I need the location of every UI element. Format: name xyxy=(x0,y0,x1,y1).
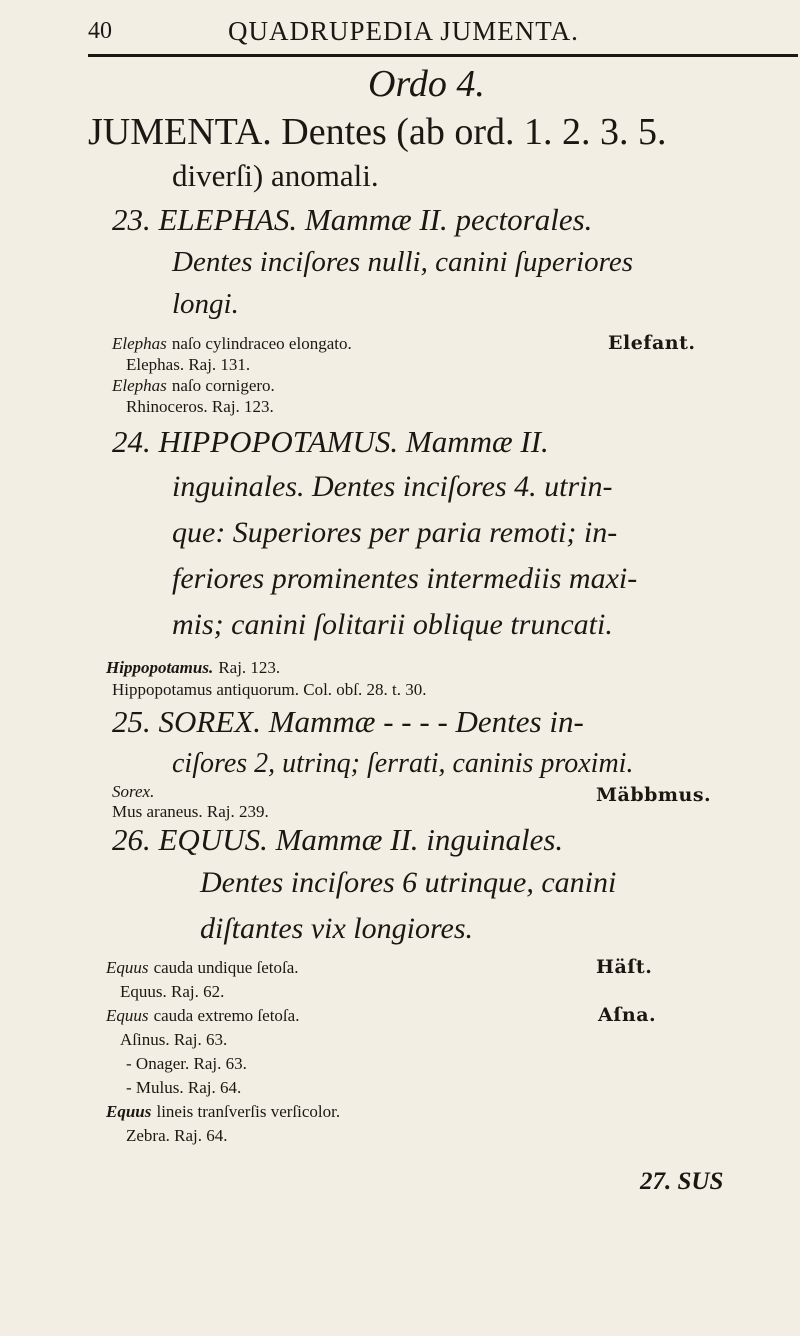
entry-25-vernacular: Mäbbmus. xyxy=(596,784,712,806)
entry-25-heading: 25. SOREX. Mammæ - - - - Dentes in- xyxy=(112,704,584,739)
entry-26-syn-6: - Mulus. Raj. 64. xyxy=(126,1078,242,1097)
entry-23-syn-4: Rhinoceros. Raj. 123. xyxy=(126,397,274,416)
entry-26-syn-3: Equus cauda extremo ſetoſa. xyxy=(106,1006,300,1025)
running-title: QUADRUPEDIA JUMENTA. xyxy=(228,16,579,46)
entry-26-desc-2: diſtantes vix longiores. xyxy=(200,912,474,945)
entry-26-syn-4: Aſinus. Raj. 63. xyxy=(120,1030,228,1049)
entry-23-desc-2: longi. xyxy=(172,288,239,320)
ordo-heading: Ordo 4. xyxy=(368,63,485,105)
page-number: 40 xyxy=(88,18,112,44)
entry-26-vernacular-2: Aſna. xyxy=(598,1004,657,1026)
entry-25-desc-1: ciſores 2, utrinq; ſerrati, caninis proximi. xyxy=(172,748,634,779)
entry-24-desc-3: feriores prominentes intermediis maxi- xyxy=(172,562,638,595)
entry-23-heading: 23. ELEPHAS. Mammæ II. pectorales. xyxy=(112,202,593,237)
entry-23-syn-3: Elephas naſo cornigero. xyxy=(112,376,275,395)
entry-26-vernacular-1: Häſt. xyxy=(596,956,653,978)
header-rule xyxy=(88,54,798,57)
entry-23-syn-1: Elephas naſo cylindraceo elongato. xyxy=(112,334,352,353)
entry-26-syn-8: Zebra. Raj. 64. xyxy=(126,1126,228,1145)
entry-24-desc-4: mis; canini ſolitarii oblique truncati. xyxy=(172,608,613,641)
entry-24-syn-1: Hippopotamus. Raj. 123. xyxy=(106,658,281,677)
entry-26-heading: 26. EQUUS. Mammæ II. inguinales. xyxy=(112,822,564,857)
entry-23-vernacular: Elefant. xyxy=(608,332,696,354)
entry-26-syn-1: Equus cauda undique ſetoſa. xyxy=(106,958,299,977)
entry-25-syn-2: Mus araneus. Raj. 239. xyxy=(112,802,269,821)
entry-24-heading: 24. HIPPOPOTAMUS. Mammæ II. xyxy=(112,424,549,459)
entry-23-desc-1: Dentes inciſores nulli, canini ſuperiores xyxy=(172,246,633,278)
entry-24-syn-2: Hippopotamus antiquorum. Col. obſ. 28. t. 30. xyxy=(112,680,427,699)
entry-26-syn-2: Equus. Raj. 62. xyxy=(120,982,225,1001)
entry-24-desc-2: que: Superiores per paria remoti; in- xyxy=(172,516,618,549)
entry-23-syn-2: Elephas. Raj. 131. xyxy=(126,355,251,374)
entry-26-syn-5: - Onager. Raj. 63. xyxy=(126,1054,247,1073)
intro-line-2: diverſi) anomali. xyxy=(172,158,379,193)
entry-24-desc-1: inguinales. Dentes inciſores 4. utrin- xyxy=(172,470,613,503)
entry-25-syn-1: Sorex. xyxy=(112,782,155,801)
entry-26-syn-7: Equus lineis tranſverſis verſicolor. xyxy=(106,1102,341,1121)
intro-line-1: JUMENTA. Dentes (ab ord. 1. 2. 3. 5. xyxy=(88,111,667,153)
entry-26-desc-1: Dentes inciſores 6 utrinque, canini xyxy=(200,866,617,899)
catchword: 27. SUS xyxy=(640,1168,724,1195)
